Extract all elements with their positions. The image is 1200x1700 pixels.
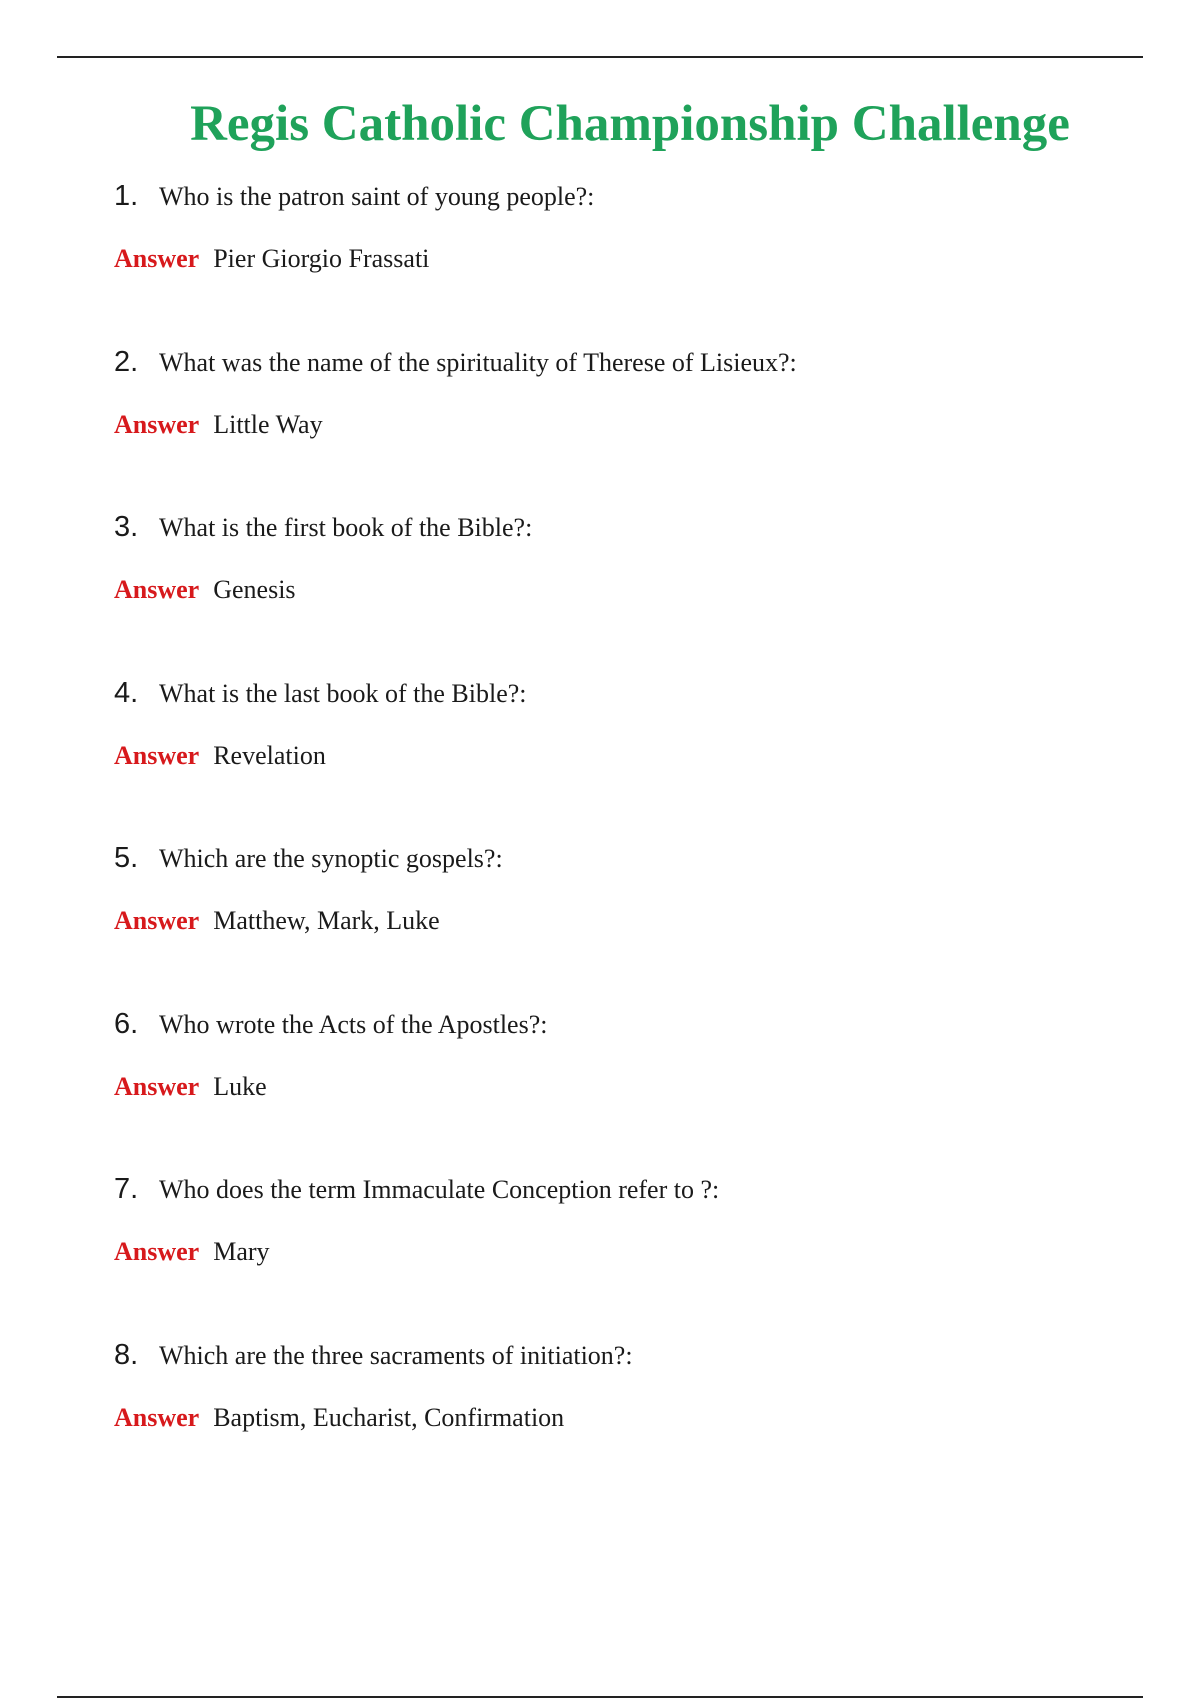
question-number: 3. [114,511,139,543]
question-row [114,677,527,721]
answer-row [114,1237,270,1267]
question-row [114,511,532,555]
question-row [114,346,797,390]
question-row [114,180,594,224]
answer-label: Answer [114,1237,200,1266]
answer-row [114,906,440,936]
question-row [114,1339,633,1383]
answer-row [114,410,323,440]
answer-row [114,741,326,771]
question-text: What is the last book of the Bible?: [159,678,527,708]
answer-label: Answer [114,906,200,935]
question-item [114,1008,1134,1174]
question-text: Which are the synoptic gospels?: [159,844,503,873]
answer-label: Answer [114,575,200,604]
answer-label: Answer [114,244,200,273]
answer-row [114,1072,267,1102]
question-item [114,1339,1134,1505]
question-item [114,1173,1134,1339]
top-rule [57,56,1143,58]
answer-text: Revelation [213,740,326,770]
answer-text: Matthew, Mark, Luke [213,906,440,935]
question-row [114,1173,719,1217]
question-text: What was the name of the spirituality of Therese of Lisieux?: [159,347,797,377]
answer-label: Answer [114,1402,200,1432]
question-item [114,511,1134,677]
question-item [114,180,1134,346]
question-number: 5. [114,842,139,874]
question-row [114,842,503,886]
question-number: 2. [114,345,139,378]
answer-label: Answer [114,1071,200,1101]
question-text: What is the first book of the Bible?: [159,513,533,542]
question-number: 8. [114,1338,139,1371]
question-item [114,842,1134,1008]
answer-text: Little Way [213,409,323,439]
answer-text: Genesis [213,575,296,604]
answer-text: Luke [213,1071,267,1101]
question-number: 1. [114,180,139,212]
question-number: 4. [114,676,139,709]
question-text: Who wrote the Acts of the Apostles?: [159,1009,548,1039]
answer-text: Baptism, Eucharist, Confirmation [213,1402,565,1432]
answer-row [114,575,296,605]
answer-label: Answer [114,740,200,770]
question-number: 6. [114,1007,139,1040]
answer-text: Pier Giorgio Frassati [213,244,430,273]
question-text: Which are the three sacraments of initiation?: [159,1340,633,1370]
answer-row [114,244,429,274]
question-row [114,1008,547,1052]
bottom-rule [57,1696,1143,1698]
question-item [114,677,1134,843]
question-number: 7. [114,1173,139,1205]
question-item [114,346,1134,512]
answer-label: Answer [114,409,200,439]
question-list [114,180,1134,1504]
question-text: Who is the patron saint of young people?: [159,182,595,211]
answer-text: Mary [213,1237,270,1266]
answer-row [114,1403,564,1433]
question-text: Who does the term Immaculate Conception refer to ?: [159,1175,720,1204]
document-title: Regis Catholic Championship Challenge [190,96,1070,153]
